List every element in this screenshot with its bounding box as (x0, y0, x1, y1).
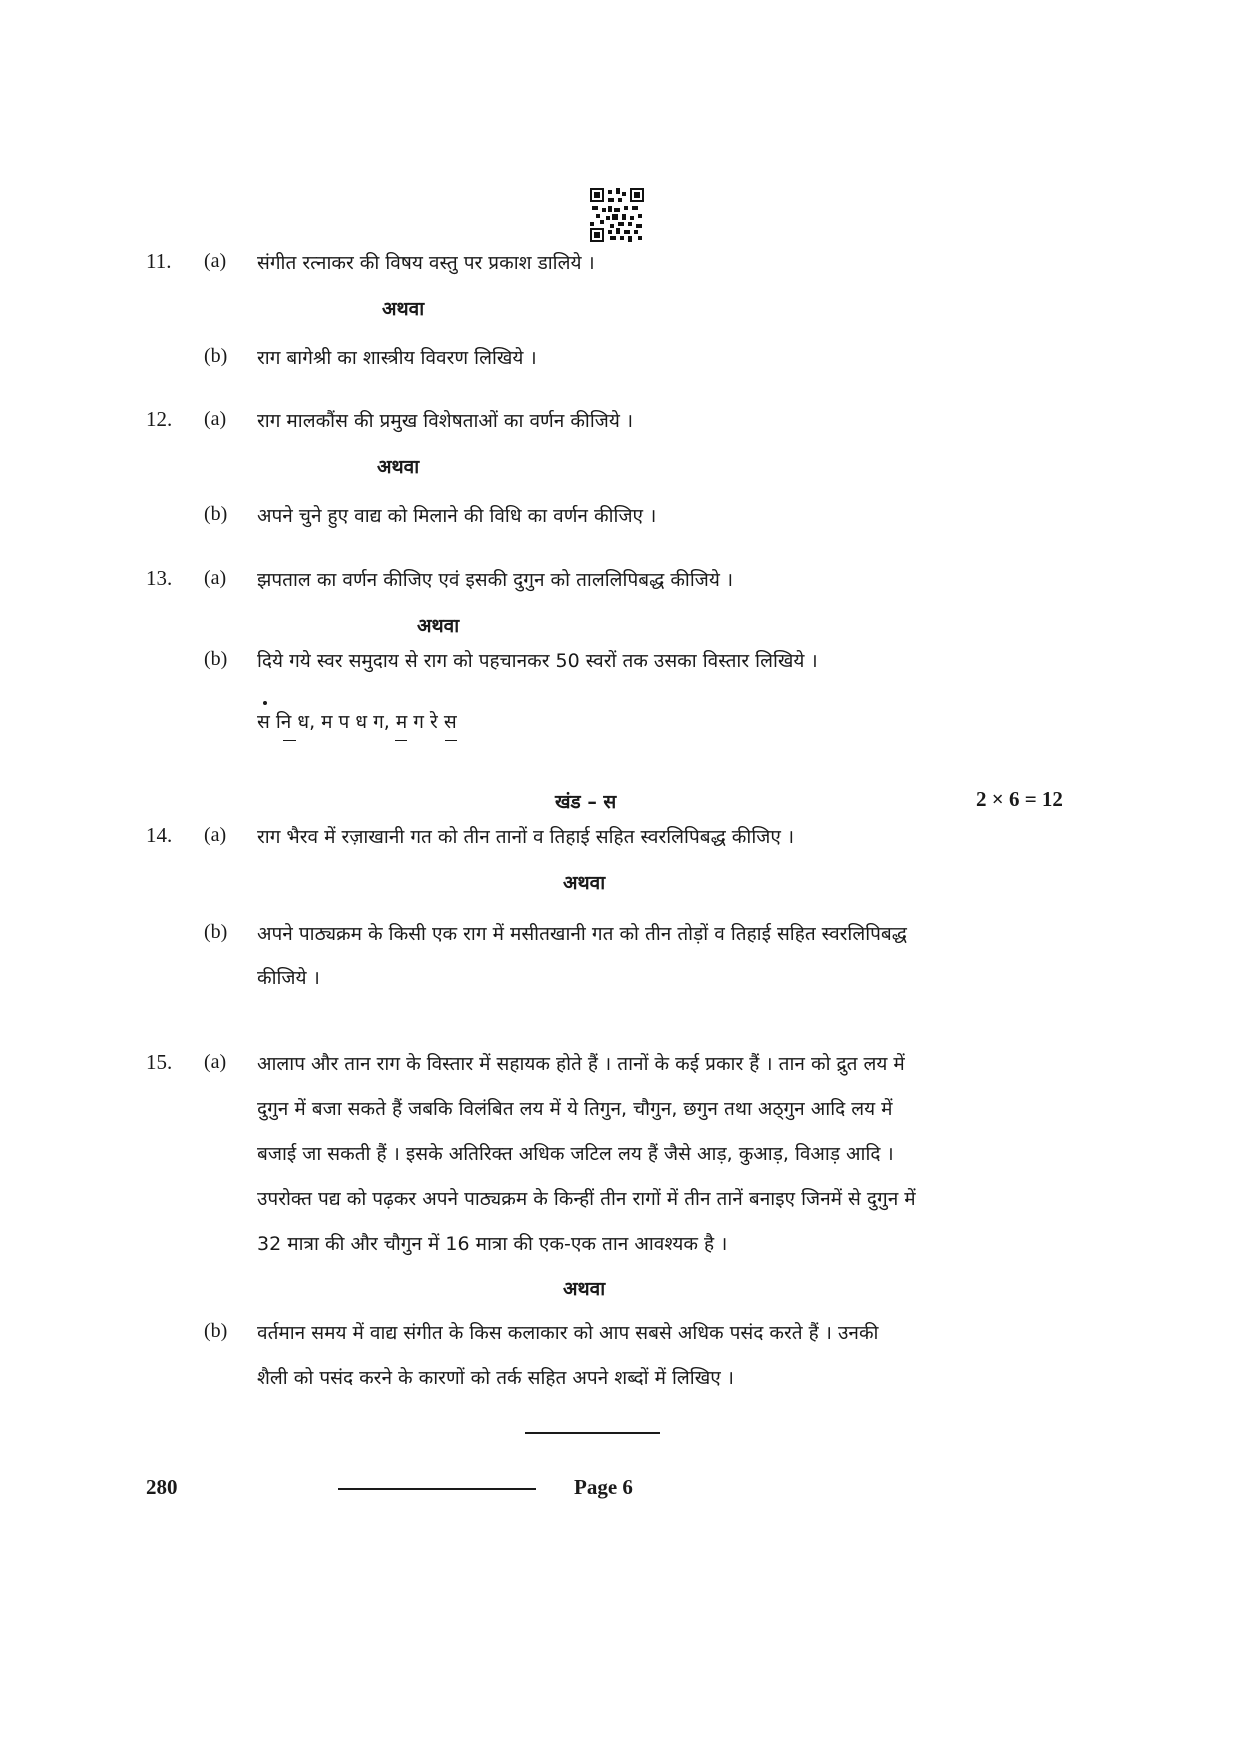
q15-a-line1: आलाप और तान राग के विस्तार में सहायक होते हैं । तानों के कई प्रकार हैं । तान को द्रुत लय में (257, 1053, 905, 1075)
q15-b-line1: वर्तमान समय में वाद्य संगीत के किस कलाकार को आप सबसे अधिक पसंद करते हैं । उनकी (257, 1322, 879, 1344)
q12-b-label: (b) (204, 503, 228, 525)
q13-swar-notation: स नि ध, म प ध ग, म ग रे स (257, 711, 457, 733)
q14-a-label: (a) (204, 824, 227, 846)
page-number: Page 6 (574, 1475, 633, 1499)
komal-mark (445, 740, 457, 741)
end-divider (525, 1432, 660, 1434)
q12-number: 12. (146, 407, 173, 431)
taar-saptak-dot (263, 701, 267, 705)
q11-number: 11. (146, 249, 172, 273)
q15-number: 15. (146, 1050, 173, 1074)
q15-b-line2: शैली को पसंद करने के कारणों को तर्क सहित अपने शब्दों में लिखिए । (257, 1367, 734, 1389)
q13-b-label: (b) (204, 648, 228, 670)
q11-a-text: संगीत रत्नाकर की विषय वस्तु पर प्रकाश डालिये । (257, 252, 595, 274)
q11-or: अथवा (382, 298, 425, 320)
q14-b-label: (b) (204, 921, 228, 943)
q12-or: अथवा (377, 456, 420, 478)
section-title: खंड – स (555, 791, 617, 813)
section-marks: 2 × 6 = 12 (976, 787, 1063, 811)
komal-mark (283, 740, 296, 741)
q15-a-line3: बजाई जा सकती हैं । इसके अतिरिक्त अधिक जटिल लय हैं जैसे आड़, कुआड़, विआड़ आदि । (257, 1143, 894, 1165)
q14-number: 14. (146, 823, 173, 847)
q13-b-text: दिये गये स्वर समुदाय से राग को पहचानकर 50 स्वरों तक उसका विस्तार लिखिये । (257, 650, 818, 672)
q12-a-label: (a) (204, 408, 227, 430)
q13-number: 13. (146, 566, 173, 590)
q12-b-text: अपने चुने हुए वाद्य को मिलाने की विधि का वर्णन कीजिए । (257, 505, 657, 527)
q11-a-label: (a) (204, 250, 227, 272)
q13-a-text: झपताल का वर्णन कीजिए एवं इसकी दुगुन को ताललिपिबद्ध कीजिये । (257, 569, 734, 591)
q14-a-text: राग भैरव में रज़ाखानी गत को तीन तानों व तिहाई सहित स्वरलिपिबद्ध कीजिए । (257, 826, 795, 848)
q11-b-label: (b) (204, 345, 228, 367)
q12-a-text: राग मालकौंस की प्रमुख विशेषताओं का वर्णन कीजिये । (257, 410, 634, 432)
q15-or: अथवा (563, 1278, 606, 1300)
q15-a-label: (a) (204, 1051, 227, 1073)
q15-a-line2: दुगुन में बजा सकते हैं जबकि विलंबित लय में ये तिगुन, चौगुन, छगुन तथा अठ्गुन आदि लय में (257, 1098, 893, 1120)
q15-a-line5: 32 मात्रा की और चौगुन में 16 मात्रा की एक-एक तान आवश्यक है । (257, 1233, 728, 1255)
footer-divider (338, 1488, 536, 1490)
q14-b-line1: अपने पाठ्यक्रम के किसी एक राग में मसीतखानी गत को तीन तोड़ों व तिहाई सहित स्वरलिपिबद्ध (257, 923, 907, 945)
qr-code (590, 188, 644, 242)
q15-a-line4: उपरोक्त पद्य को पढ़कर अपने पाठ्यक्रम के किन्हीं तीन रागों में तीन तानें बनाइए जिनमें से दुगुन में (257, 1188, 916, 1210)
q13-or: अथवा (417, 615, 460, 637)
q14-or: अथवा (563, 872, 606, 894)
komal-mark (395, 740, 407, 741)
q13-a-label: (a) (204, 567, 227, 589)
q15-b-label: (b) (204, 1320, 228, 1342)
footer-code: 280 (146, 1475, 178, 1499)
q11-b-text: राग बागेश्री का शास्त्रीय विवरण लिखिये । (257, 347, 537, 369)
q14-b-line2: कीजिये । (257, 967, 320, 989)
